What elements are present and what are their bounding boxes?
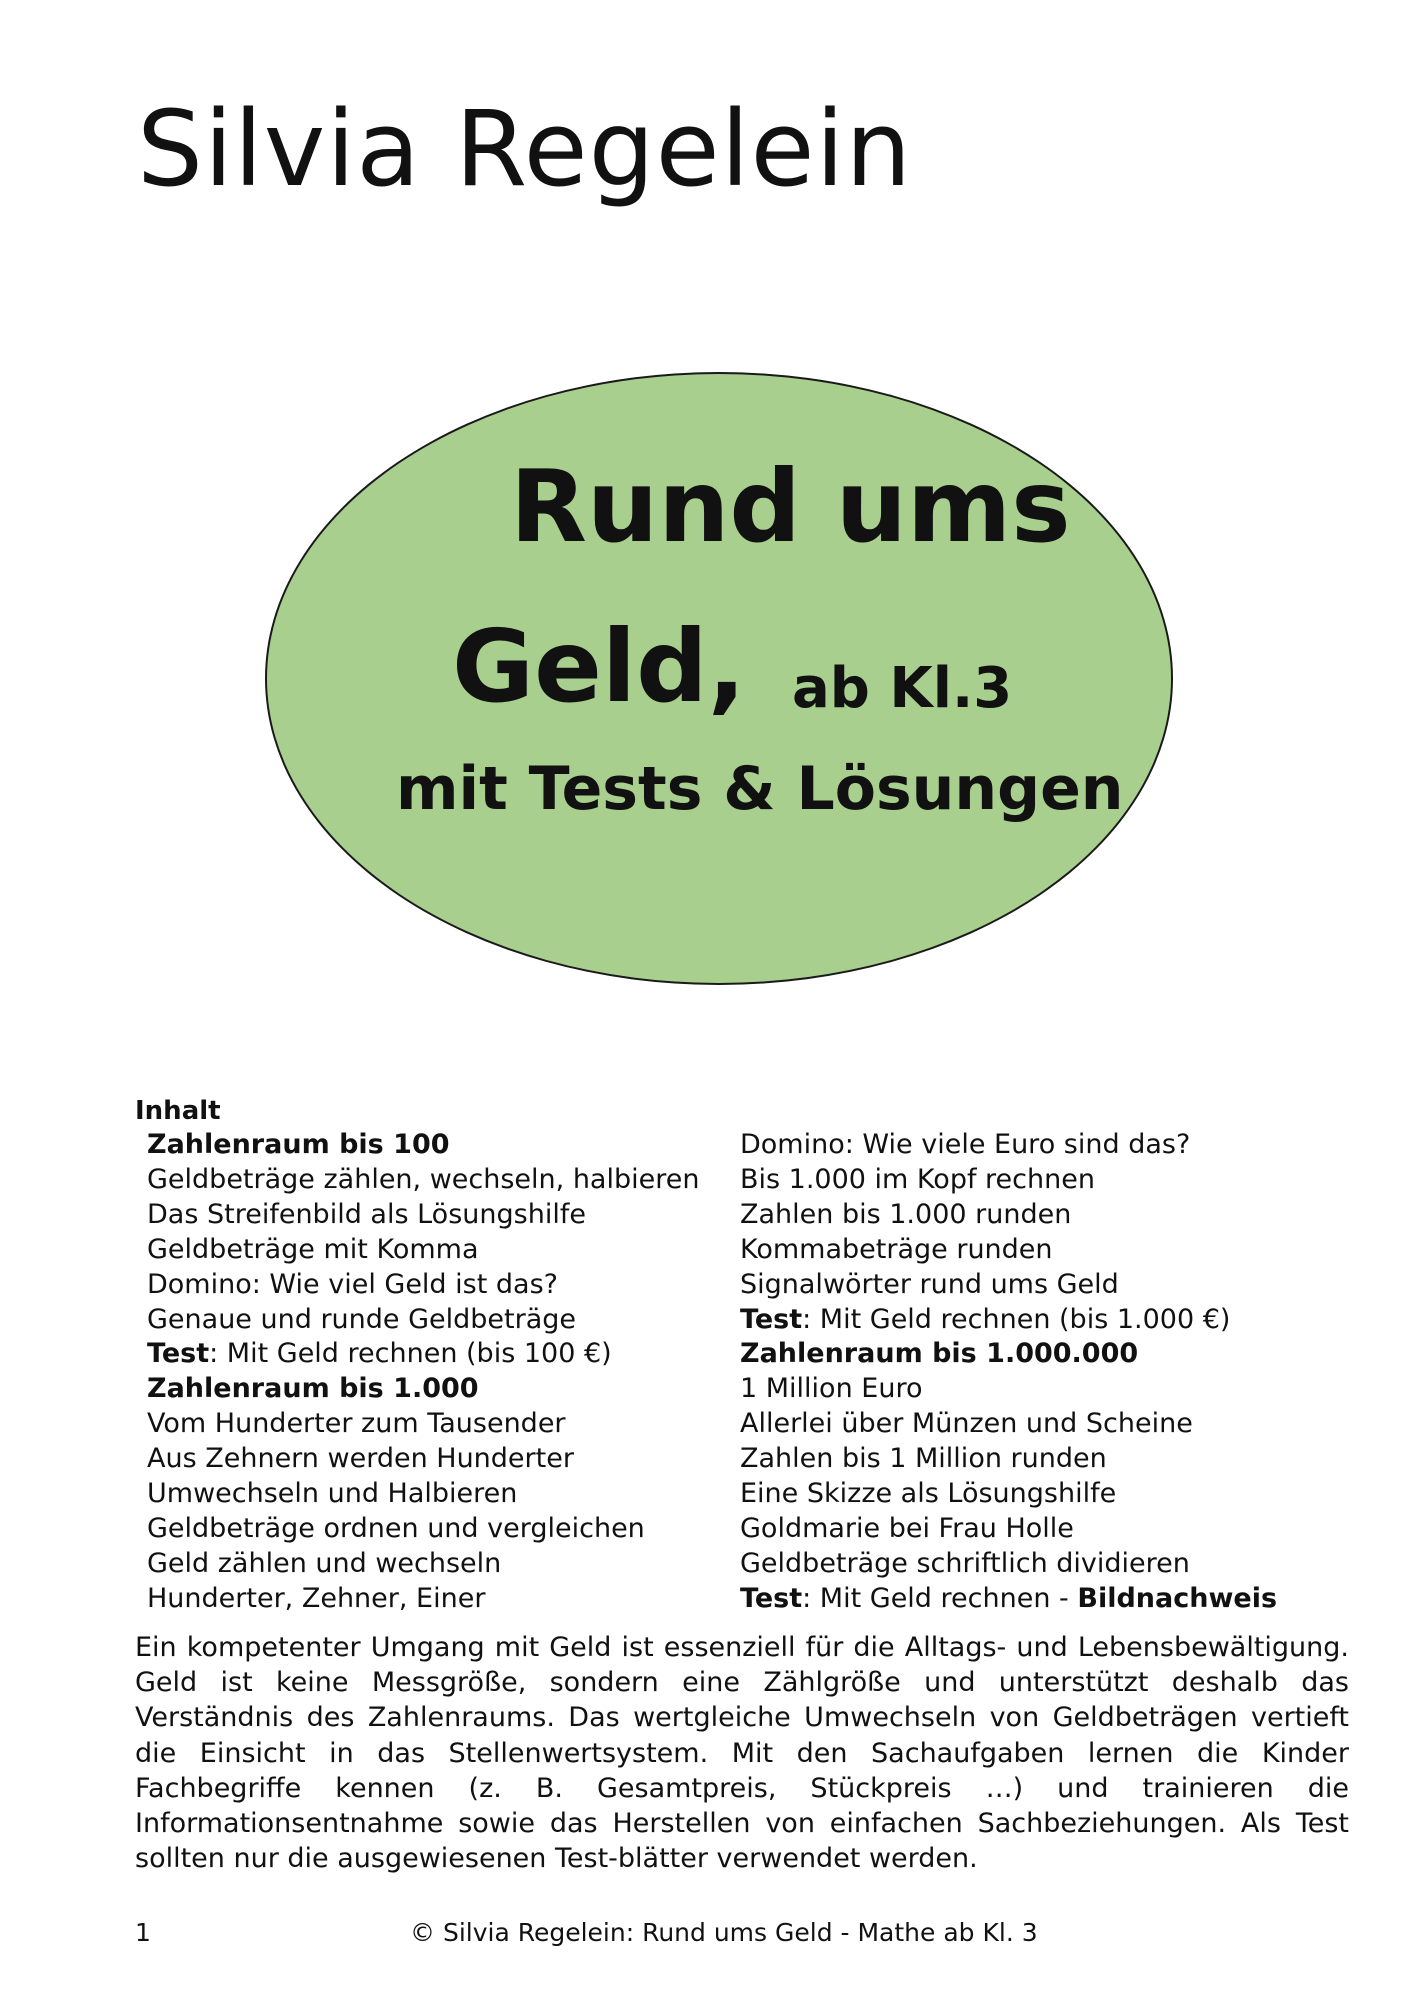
contents-item: Allerlei über Münzen und Scheine (740, 1408, 1193, 1440)
contents-right-column (740, 1128, 1277, 1617)
contents-item: Geldbeträge schriftlich dividieren (740, 1547, 1190, 1579)
contents-item: Aus Zehnern werden Hunderter (147, 1443, 574, 1475)
contents-item: Eine Skizze als Lösungshilfe (740, 1478, 1117, 1510)
contents-item: Vom Hunderter zum Tausender (147, 1408, 566, 1440)
subtitle: mit Tests & Lösungen (396, 754, 1124, 824)
contents-left-column (147, 1128, 699, 1617)
contents-item: Zahlenraum bis 1.000.000 (740, 1338, 1139, 1370)
contents-item: Geldbeträge ordnen und vergleichen (147, 1512, 645, 1544)
contents-item: Domino: Wie viel Geld ist das? (147, 1268, 558, 1300)
contents-item: Bis 1.000 im Kopf rechnen (740, 1163, 1095, 1195)
footer-copyright: © Silvia Regelein: Rund ums Geld - Mathe ab Kl. 3 (410, 1918, 1038, 1947)
author-name: Silvia Regelein (137, 88, 913, 210)
contents-item: Zahlenraum bis 1.000 (147, 1373, 479, 1405)
contents-item: Test: Mit Geld rechnen (bis 100 €) (147, 1338, 612, 1370)
intro-paragraph: Ein kompetenter Umgang mit Geld ist essenziell für die Alltags- und Lebensbewältigung. Geld ist keine Messgröße, sondern eine Zählgröße und unterstützt deshalb das Verständnis des Zahlenraums. Das wertgleiche Umwechseln von Geldbeträgen vertieft die Einsicht in das Stellenwertsystem. Mit den Sachaufgaben lernen die Kinder Fachbegriffe kennen (z. B. Gesamtpreis, Stückpreis …) und trainieren die Informationsentnahme sowie das Herstellen von einfachen Sachbeziehungen. Als Test sollten nur die ausgewiesenen Test-blätter verwendet werden. (135, 1632, 1349, 1875)
contents-item: Zahlen bis 1.000 runden (740, 1198, 1072, 1230)
title-line-2: Geld, (452, 608, 746, 725)
contents-item: Zahlen bis 1 Million runden (740, 1443, 1107, 1475)
title-grade: ab Kl.3 (792, 656, 1013, 721)
contents-item: 1 Million Euro (740, 1373, 923, 1405)
page-number: 1 (135, 1918, 151, 1947)
contents-item: Hunderter, Zehner, Einer (147, 1582, 486, 1614)
contents-item: Zahlenraum bis 100 (147, 1129, 450, 1160)
contents-item: Test: Mit Geld rechnen - Bildnachweis (740, 1582, 1278, 1614)
contents-item: Goldmarie bei Frau Holle (740, 1512, 1074, 1544)
contents-item: Signalwörter rund ums Geld (740, 1268, 1119, 1300)
contents-item: Kommabeträge runden (740, 1233, 1053, 1265)
contents-item: Umwechseln und Halbieren (147, 1478, 518, 1510)
contents-item: Domino: Wie viele Euro sind das? (740, 1129, 1191, 1160)
contents-item: Test: Mit Geld rechnen (bis 1.000 €) (740, 1303, 1231, 1335)
contents-heading: Inhalt (135, 1096, 221, 1126)
contents-item: Genaue und runde Geldbeträge (147, 1303, 577, 1335)
contents-item: Das Streifenbild als Lösungshilfe (147, 1198, 586, 1230)
contents-item: Geld zählen und wechseln (147, 1547, 502, 1579)
contents-item: Geldbeträge mit Komma (147, 1233, 479, 1265)
contents-item: Geldbeträge zählen, wechseln, halbieren (147, 1163, 700, 1195)
title-line-1: Rund ums (510, 448, 1071, 565)
